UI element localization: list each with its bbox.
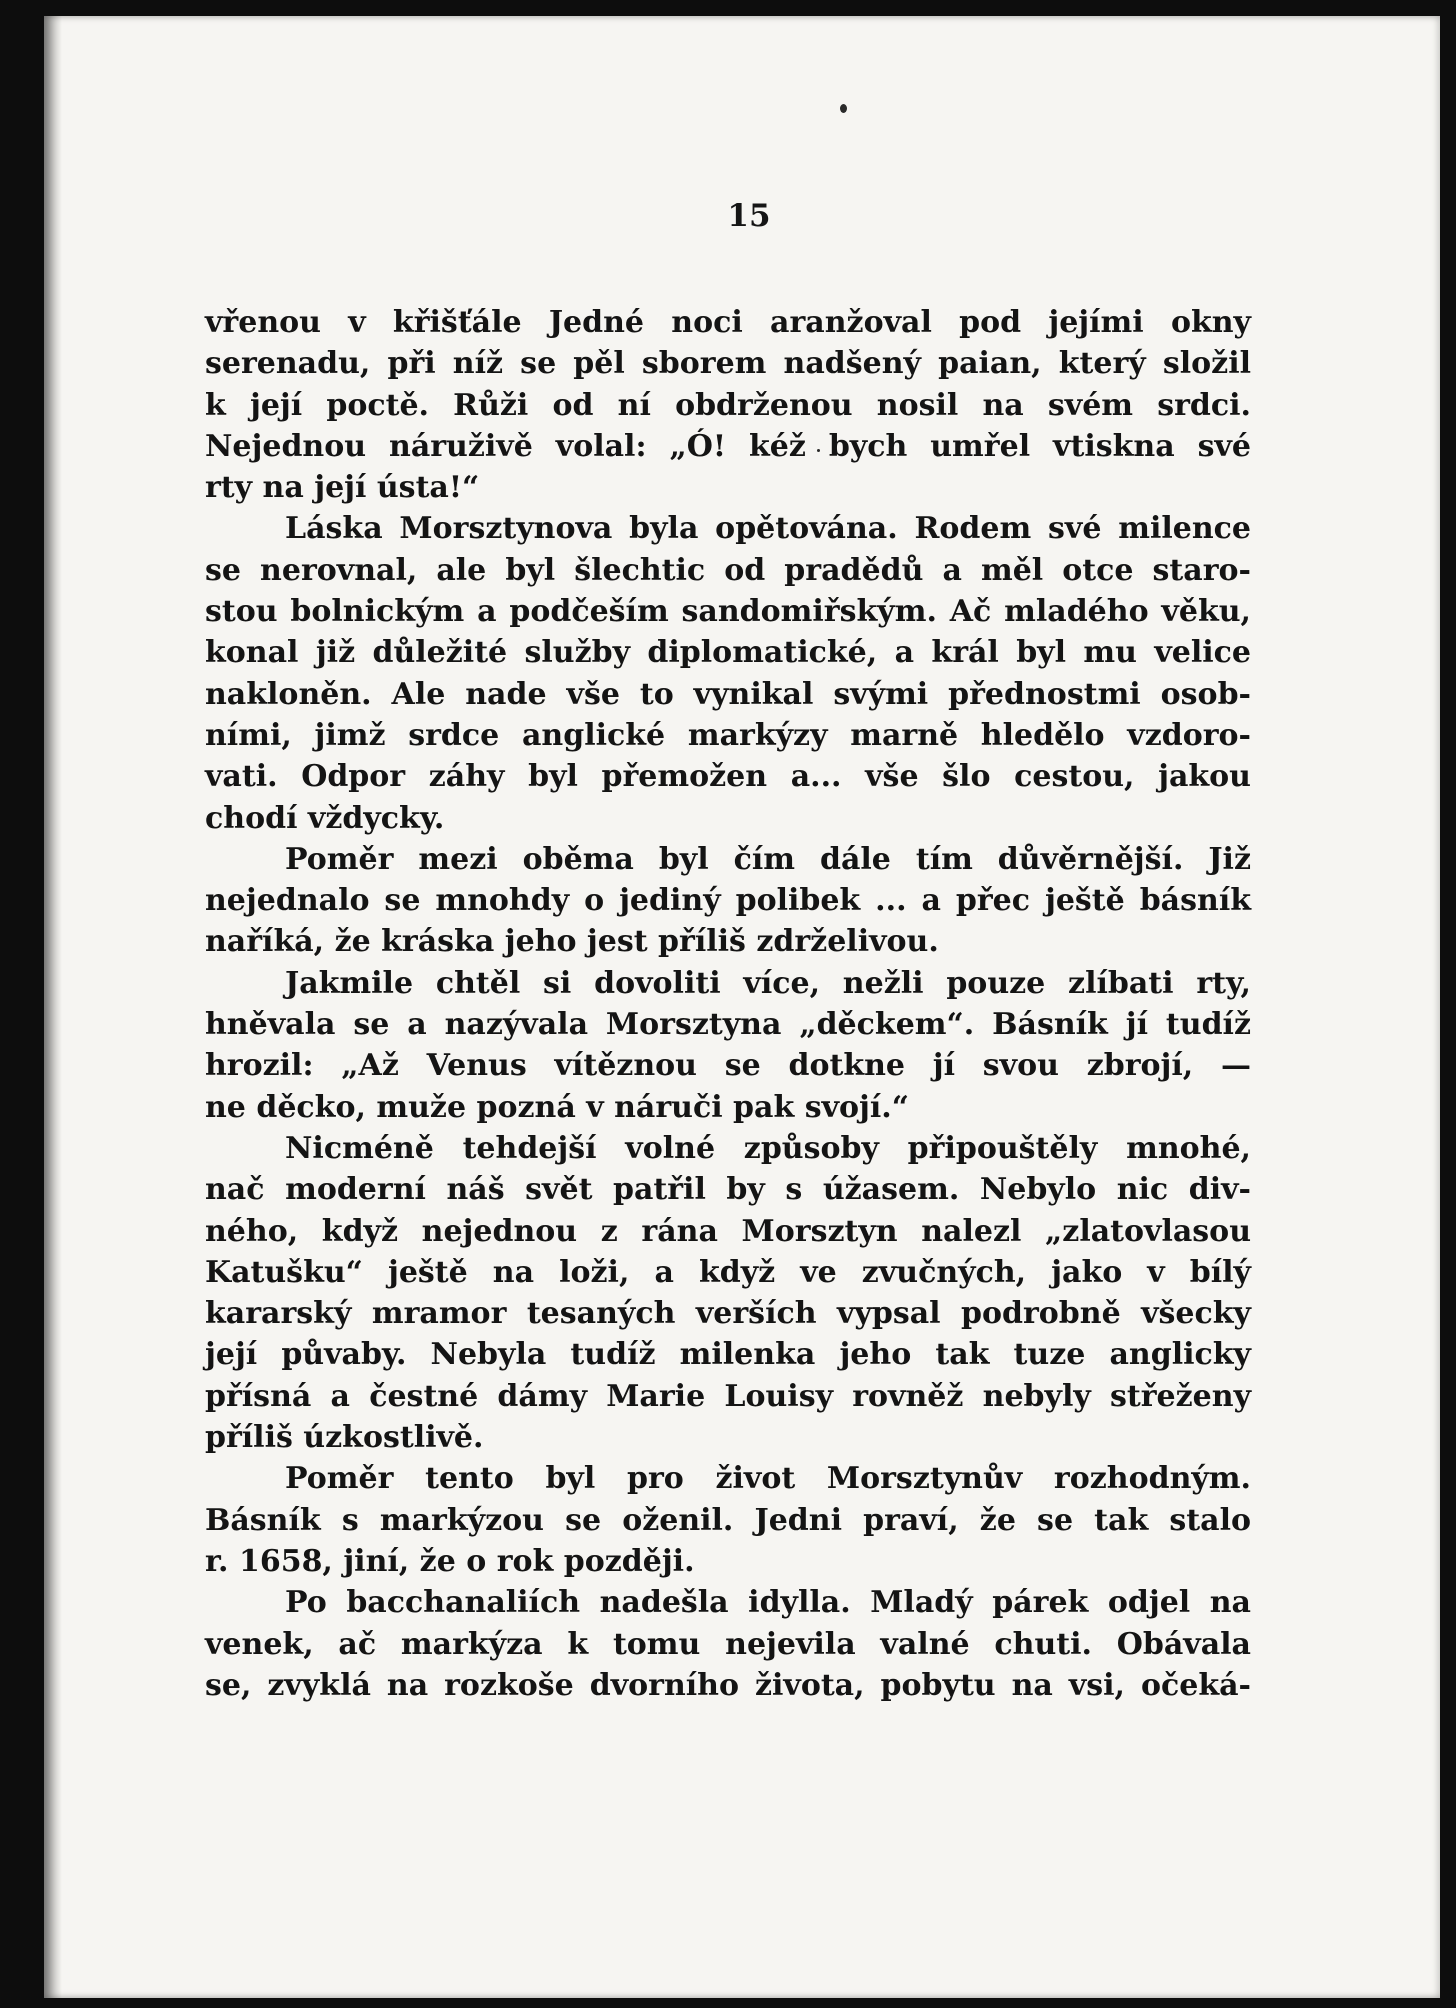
text-line: se, zvyklá na rozkoše dvorního života, pobytu na vsi, očeká- xyxy=(205,1667,1251,1703)
paragraph-start-line: Poměr tento byl pro život Morsztynův rozhodným. xyxy=(285,1461,1251,1497)
text-line: nakloněn. Ale nade vše to vynikal svými přednostmi osob- xyxy=(205,676,1251,712)
text-line: nejednalo se mnohdy o jediný polibek ... a přec ještě básník xyxy=(205,883,1251,919)
text-line: chodí vždycky. xyxy=(205,800,445,836)
text-line: ného, když nejednou z rána Morsztyn nalezl „zlatovlasou xyxy=(205,1213,1251,1249)
text-line: ne děcko, muže pozná v náruči pak svojí.“ xyxy=(205,1089,909,1125)
text-line: rty na její ústa!“ xyxy=(205,470,480,506)
book-page xyxy=(44,16,1440,1998)
text-line: Katušku“ ještě na loži, a když ve zvučných, jako v bílý xyxy=(205,1254,1251,1290)
paragraph-start-line: Jakmile chtěl si dovoliti více, nežli pouze zlíbati rty, xyxy=(285,965,1251,1001)
text-line: venek, ač markýza k tomu nejevila valné chuti. Obávala xyxy=(205,1626,1251,1662)
page-spine-shadow xyxy=(44,16,62,1998)
text-line: r. 1658, jiní, že o rok později. xyxy=(205,1543,695,1579)
text-line: její půvaby. Nebyla tudíž milenka jeho tak tuze anglicky xyxy=(205,1337,1251,1373)
paragraph-start-line: Poměr mezi oběma byl čím dále tím důvěrnější. Již xyxy=(285,841,1251,877)
text-line: Básník s markýzou se oženil. Jedni praví, že se tak stalo xyxy=(205,1502,1251,1538)
text-line: naříká, že kráska jeho jest příliš zdrželivou. xyxy=(205,924,939,960)
text-line: k její poctě. Růži od ní obdrženou nosil na svém srdci. xyxy=(205,387,1251,423)
text-line: kararský mramor tesaných verších vypsal podrobně všecky xyxy=(205,1296,1251,1332)
text-line: přísná a čestné dámy Marie Louisy rovněž nebyly střeženy xyxy=(205,1378,1251,1414)
text-line: serenadu, při níž se pěl sborem nadšený paian, který složil xyxy=(205,346,1251,382)
text-line: Nejednou náruživě volal: „Ó! kéž bych umřel vtiskna své xyxy=(205,428,1251,464)
paragraph-start-line: Nicméně tehdejší volné způsoby připouštěly mnohé, xyxy=(285,1130,1251,1166)
text-line: stou bolnickým a podčeším sandomiřským. Ač mladého věku, xyxy=(205,594,1251,630)
text-line: konal již důležité služby diplomatické, a král byl mu velice xyxy=(205,635,1251,671)
text-line: příliš úzkostlivě. xyxy=(205,1420,484,1456)
text-line: hněvala se a nazývala Morsztyna „děckem“. Básník jí tudíž xyxy=(205,1007,1251,1043)
paragraph-start-line: Po bacchanaliích nadešla idylla. Mladý párek odjel na xyxy=(285,1585,1251,1621)
text-line: hrozil: „Až Venus vítěznou se dotkne jí svou zbrojí, — xyxy=(205,1048,1251,1084)
text-line: vati. Odpor záhy byl přemožen a... vše šlo cestou, jakou xyxy=(205,759,1251,795)
ink-speck xyxy=(840,104,847,113)
page-number: 15 xyxy=(727,198,771,234)
text-line: vřenou v křišťále Jedné noci aranžoval pod jejími okny xyxy=(205,305,1251,340)
text-line: nač moderní náš svět patřil by s úžasem. Nebylo nic div- xyxy=(205,1172,1251,1208)
paragraph-start-line: Láska Morsztynova byla opětována. Rodem své milence xyxy=(285,511,1251,547)
text-line: se nerovnal, ale byl šlechtic od pradědů a měl otce staro- xyxy=(205,552,1251,588)
body-text xyxy=(205,302,1251,1706)
text-line: ními, jimž srdce anglické markýzy marně hledělo vzdoro- xyxy=(205,717,1251,753)
